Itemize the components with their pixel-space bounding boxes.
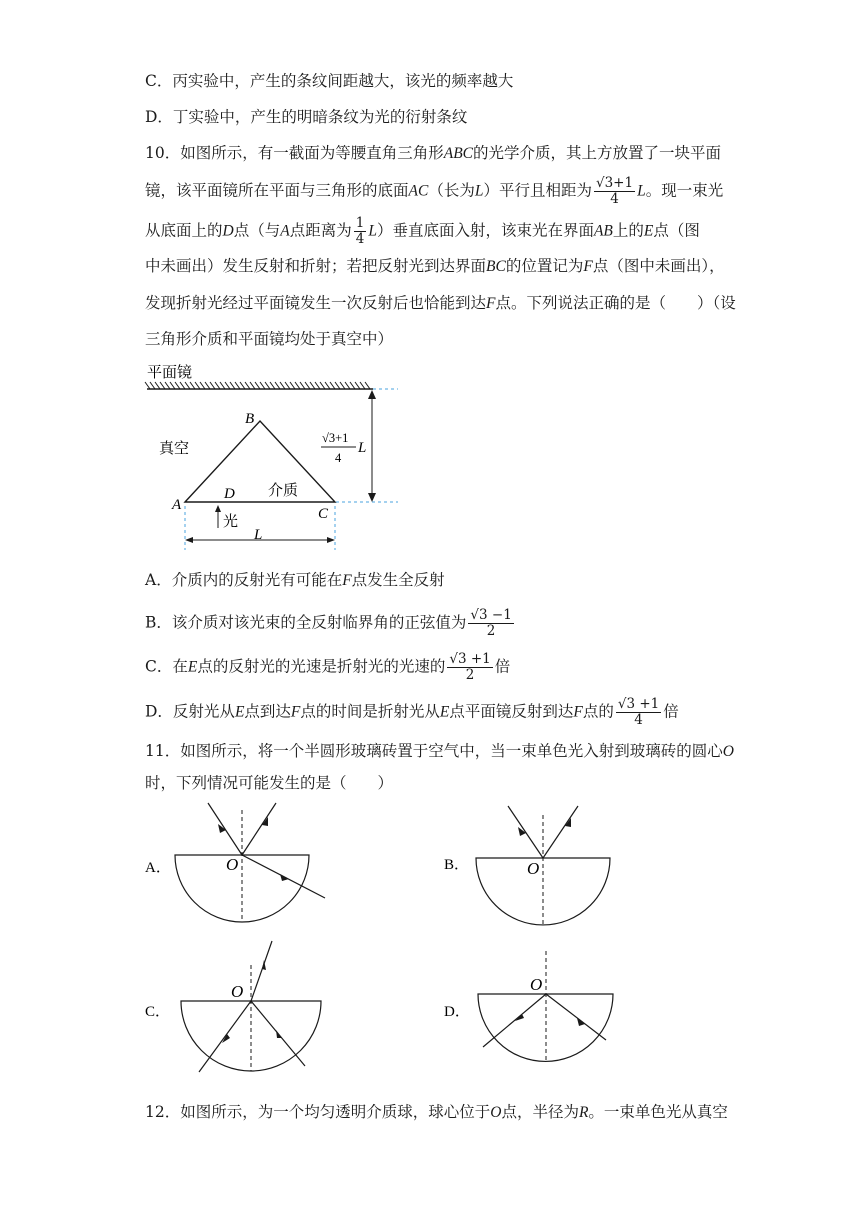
hatch-mark bbox=[360, 382, 365, 389]
hatch-mark bbox=[315, 382, 320, 389]
q10-option-c: C．在E点的反射光的光速是折射光的光速的 $\frac{√3 +1}{2}$ 倍 bbox=[145, 651, 511, 683]
light-arrow-head bbox=[215, 505, 221, 512]
distance-l: L bbox=[358, 440, 367, 456]
option-d-o: O bbox=[530, 975, 543, 994]
hatch-mark bbox=[300, 382, 305, 389]
hatch-mark bbox=[150, 382, 155, 389]
hatch-mark bbox=[145, 382, 150, 389]
option-c-prev: C．丙实验中，产生的条纹间距越大，该光的频率越大 bbox=[145, 72, 514, 90]
hatch-mark bbox=[310, 382, 315, 389]
label-a: A bbox=[172, 497, 182, 513]
option-a-diagram bbox=[175, 803, 325, 922]
option-c-label: C． bbox=[145, 1004, 171, 1020]
figure-q10 bbox=[140, 360, 410, 560]
mirror-label: 平面镜 bbox=[147, 365, 193, 381]
length-head-left bbox=[185, 537, 193, 543]
q10-option-b: B．该介质对该光束的全反射临界角的正弦值为 $\frac{√3 -1}{2}$ bbox=[145, 607, 512, 639]
hatch-mark bbox=[225, 382, 230, 389]
hatch-mark bbox=[170, 382, 175, 389]
medium-label: 介质 bbox=[268, 483, 299, 499]
hatch-mark bbox=[345, 382, 350, 389]
hatch-mark bbox=[295, 382, 300, 389]
q10-line2: 镜，该平面镜所在平面与三角形的底面AC（长为L）平行且相距为 $\frac{√3+1}{4}$ L。现一束光 bbox=[145, 175, 724, 207]
hatch-mark bbox=[255, 382, 260, 389]
mirror-hatching bbox=[145, 382, 370, 389]
hatch-mark bbox=[190, 382, 195, 389]
hatch-mark bbox=[330, 382, 335, 389]
hatch-mark bbox=[260, 382, 265, 389]
hatch-mark bbox=[335, 382, 340, 389]
option-c-o: O bbox=[231, 982, 244, 1001]
vacuum-label: 真空 bbox=[159, 441, 190, 457]
hatch-mark bbox=[340, 382, 345, 389]
q12-line1: 12．如图所示，为一个均匀透明介质球，球心位于O点，半径为R。一束单色光从真空 bbox=[145, 1103, 728, 1121]
label-c: C bbox=[318, 506, 329, 522]
q10-line4: 中未画出）发生反射和折射；若把反射光到达界面BC的位置记为F点（图中未画出）， bbox=[145, 257, 725, 275]
hatch-mark bbox=[245, 382, 250, 389]
fraction: $\frac{√3 +1}{2}$ bbox=[449, 651, 491, 683]
hatch-mark bbox=[205, 382, 210, 389]
label-b: B bbox=[245, 411, 255, 427]
triangle-abc bbox=[185, 421, 335, 502]
option-b-diagram bbox=[476, 806, 610, 925]
q10-option-d: D．反射光从E点到达F点的时间是折射光从E点平面镜反射到达F点的 $\frac{√3 +1}{4}$ 倍 bbox=[145, 696, 679, 728]
distance-den: 4 bbox=[335, 451, 342, 465]
hatch-mark bbox=[220, 382, 225, 389]
arrow-head-up bbox=[368, 390, 376, 399]
q10-line6: 三角形介质和平面镜均处于真空中） bbox=[145, 330, 394, 348]
hatch-mark bbox=[355, 382, 360, 389]
hatch-mark bbox=[185, 382, 190, 389]
option-b-o: O bbox=[527, 859, 540, 878]
hatch-mark bbox=[285, 382, 290, 389]
hatch-mark bbox=[155, 382, 160, 389]
hatch-mark bbox=[175, 382, 180, 389]
hatch-mark bbox=[280, 382, 285, 389]
hatch-mark bbox=[240, 382, 245, 389]
hatch-mark bbox=[180, 382, 185, 389]
option-d-label: D． bbox=[444, 1004, 470, 1020]
hatch-mark bbox=[325, 382, 330, 389]
figure-q11 bbox=[140, 795, 620, 1085]
fraction: $\frac{1}{4}$ bbox=[355, 215, 365, 247]
fraction: $\frac{√3 -1}{2}$ bbox=[470, 607, 512, 639]
hatch-mark bbox=[235, 382, 240, 389]
hatch-mark bbox=[160, 382, 165, 389]
hatch-mark bbox=[195, 382, 200, 389]
hatch-mark bbox=[165, 382, 170, 389]
option-d-diagram bbox=[478, 951, 613, 1062]
hatch-mark bbox=[320, 382, 325, 389]
fraction: $\frac{√3+1}{4}$ bbox=[595, 175, 634, 207]
option-c-diagram bbox=[181, 941, 321, 1072]
length-head-right bbox=[327, 537, 335, 543]
option-a-label: A． bbox=[145, 860, 171, 876]
light-label: 光 bbox=[223, 514, 239, 530]
length-label: L bbox=[254, 527, 263, 543]
option-b-label: B． bbox=[444, 857, 470, 873]
hatch-mark bbox=[305, 382, 310, 389]
q10-option-a: A．介质内的反射光有可能在F点发生全反射 bbox=[145, 571, 445, 589]
arrow-head-down bbox=[368, 493, 376, 502]
distance-num: √3+1 bbox=[322, 431, 349, 445]
hatch-mark bbox=[265, 382, 270, 389]
hatch-mark bbox=[215, 382, 220, 389]
hatch-mark bbox=[200, 382, 205, 389]
q10-line1: 10．如图所示，有一截面为等腰直角三角形ABC的光学介质，其上方放置了一块平面 bbox=[145, 144, 722, 162]
hatch-mark bbox=[350, 382, 355, 389]
label-d: D bbox=[224, 486, 235, 502]
q11-line2: 时，下列情况可能发生的是（ ） bbox=[145, 774, 394, 792]
option-a-o: O bbox=[226, 855, 239, 874]
hatch-mark bbox=[365, 382, 370, 389]
q11-line1: 11．如图所示，将一个半圆形玻璃砖置于空气中，当一束单色光入射到玻璃砖的圆心O bbox=[145, 742, 734, 760]
q10-line5: 发现折射光经过平面镜发生一次反射后也恰能到达F点。下列说法正确的是（ ）（设 bbox=[145, 294, 736, 312]
hatch-mark bbox=[230, 382, 235, 389]
fraction: $\frac{√3 +1}{4}$ bbox=[617, 696, 660, 728]
q10-line3: 从底面上的D点（与A点距离为 $\frac{1}{4}$ L）垂直底面入射，该束光在界面AB上的E点（图 bbox=[145, 215, 700, 247]
hatch-mark bbox=[270, 382, 275, 389]
hatch-mark bbox=[275, 382, 280, 389]
hatch-mark bbox=[290, 382, 295, 389]
hatch-mark bbox=[210, 382, 215, 389]
option-d-prev: D．丁实验中，产生的明暗条纹为光的衍射条纹 bbox=[145, 108, 468, 126]
hatch-mark bbox=[250, 382, 255, 389]
